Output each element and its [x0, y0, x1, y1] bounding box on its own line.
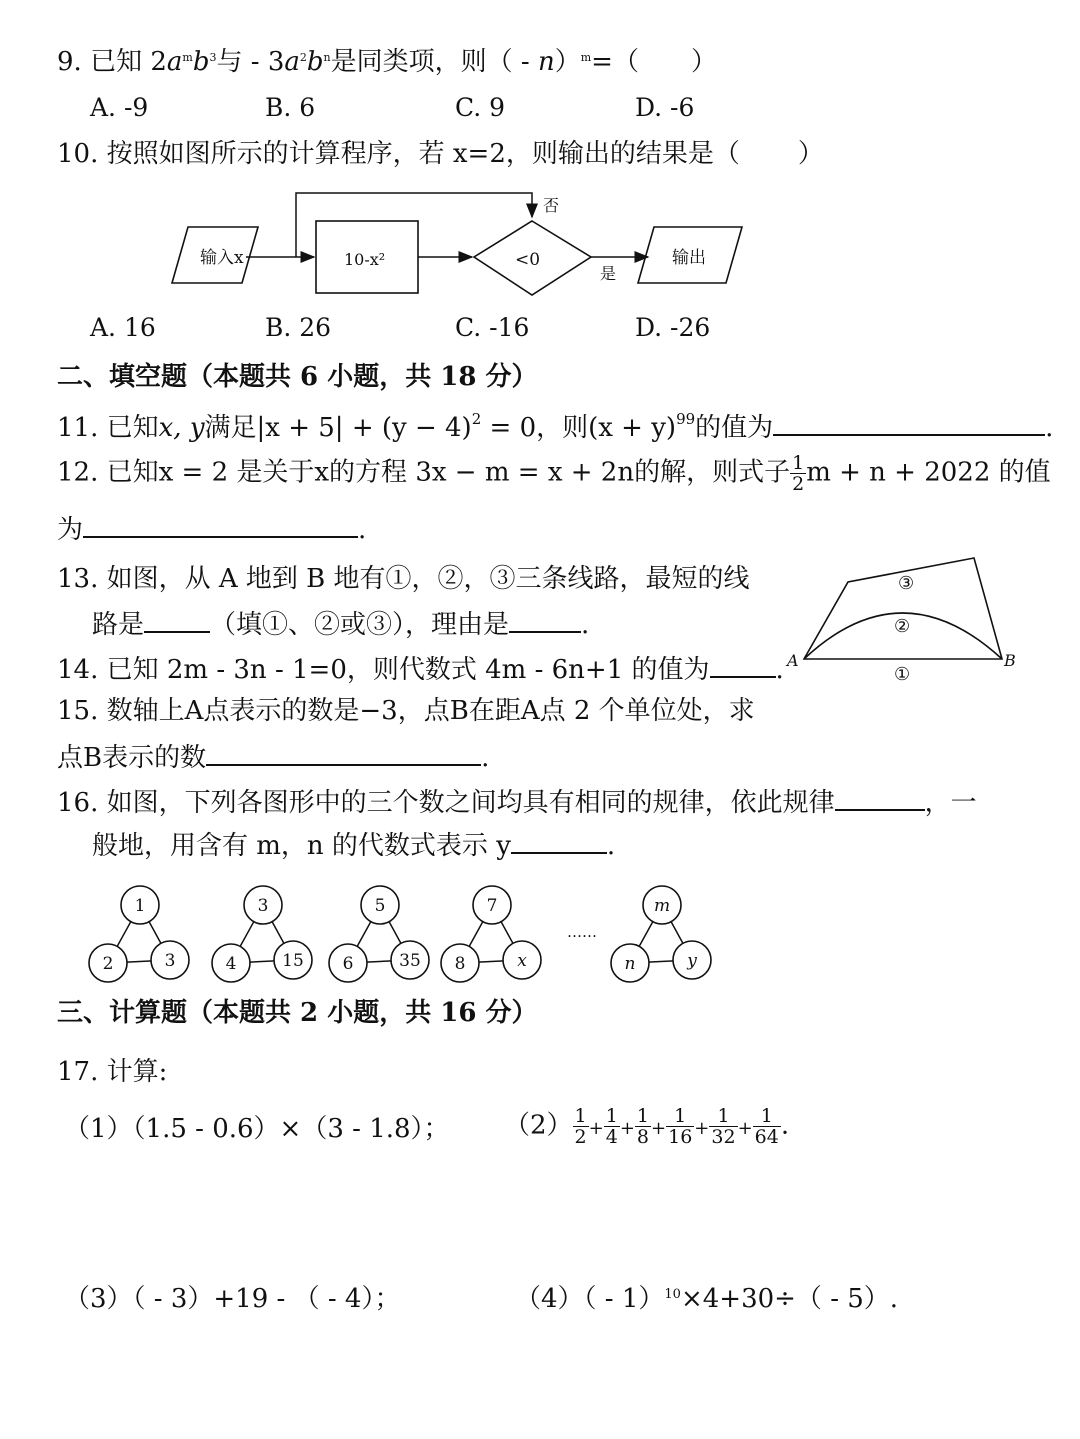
- fraction-denominator: 2: [574, 1126, 587, 1148]
- question-16-line2: 般地，用含有 m，n 的代数式表示 y .: [92, 826, 615, 863]
- ellipsis: ……: [567, 923, 597, 941]
- q12-answer-blank[interactable]: [83, 510, 358, 538]
- fraction-numerator: 1: [709, 1106, 737, 1127]
- q14-answer-blank[interactable]: [710, 650, 776, 678]
- fraction-denominator: 4: [605, 1126, 618, 1148]
- triangle-figure-5: [611, 886, 711, 982]
- triangle-right-value: 3: [164, 951, 176, 971]
- question-12-line2: 为 .: [57, 510, 366, 547]
- fraction-denominator: 16: [668, 1126, 693, 1148]
- q16-expression-blank[interactable]: [511, 826, 607, 854]
- route-1-label: ①: [894, 664, 911, 685]
- question-15-line2: 点B表示的数 .: [57, 738, 489, 775]
- plus-sign: +: [588, 1117, 604, 1139]
- q11-answer-blank[interactable]: [773, 408, 1045, 436]
- q13-route-blank[interactable]: [144, 605, 210, 633]
- plus-sign: +: [737, 1117, 753, 1139]
- flow-input-box: [172, 227, 258, 283]
- q17-fraction-sum: [573, 1105, 781, 1148]
- q9-option-d: D. -6: [635, 93, 695, 122]
- section-2-heading: 二、填空题（本题共 6 小题，共 18 分）: [57, 362, 538, 392]
- fraction-term: [709, 1106, 737, 1147]
- plus-sign: +: [619, 1117, 635, 1139]
- fraction-term: [635, 1106, 651, 1147]
- q17-part-2: （2） $\frac{1}{2}$ + $\frac{1}{4}$ + $\frac{1}{8}$ + $\frac{1}{16}$ + $\frac{1}{32}$ + $\frac{1}{64}$ .: [504, 1105, 790, 1148]
- fraction-numerator: 1: [605, 1105, 618, 1127]
- q9-option-a: A. -9: [90, 93, 149, 122]
- flow-condition-label: <0: [515, 250, 541, 270]
- flow-compute-box: [316, 221, 418, 293]
- question-16: 16. 如图，下列各图形中的三个数之间均具有相同的规律，依此规律 ，一: [57, 783, 977, 820]
- fraction-denominator: 8: [636, 1126, 650, 1148]
- question-9: [57, 45, 717, 79]
- triangle-left-value: 6: [342, 954, 354, 974]
- triangle-top-value: 3: [257, 896, 269, 916]
- triangle-right-value: 35: [399, 951, 421, 971]
- question-17-title: 17. 计算:: [57, 1057, 168, 1087]
- fraction-denominator: 32: [711, 1126, 736, 1148]
- question-14: 14. 已知 2m - 3n - 1=0，则代数式 4m - 6n+1 的值为 .: [57, 650, 784, 687]
- route-figure: [782, 552, 1022, 687]
- flowchart: [160, 185, 760, 305]
- triangle-figure-4: [441, 886, 541, 982]
- q12-fraction: $\frac{1}{2}$: [792, 452, 805, 495]
- flow-output-box: [638, 227, 742, 283]
- q17-part-1: （1）（1.5 - 0.6）×（3 - 1.8）；: [64, 1114, 450, 1144]
- plus-sign: +: [651, 1117, 667, 1139]
- point-b-label: B: [1004, 651, 1016, 670]
- flow-loop-arrow: [296, 193, 532, 257]
- fraction-term: [753, 1106, 781, 1147]
- triangle-top-value: 7: [486, 896, 498, 916]
- number-triangles-figure: [70, 875, 730, 990]
- q15-answer-blank[interactable]: [206, 738, 481, 766]
- triangle-left-value: 8: [454, 954, 466, 974]
- flow-condition-diamond: [474, 221, 591, 295]
- q16-rule-blank[interactable]: [835, 783, 925, 811]
- question-13: 13. 如图，从 A 地到 B 地有①，②，③三条线路，最短的线: [57, 564, 750, 594]
- q10-option-c: C. -16: [455, 313, 530, 342]
- question-10: 10. 按照如图所示的计算程序，若 x=2，则输出的结果是（ ）: [57, 139, 824, 169]
- triangle-right-value: x: [517, 951, 527, 971]
- triangle-left-value: 4: [225, 954, 237, 974]
- route-2-label: ②: [894, 616, 911, 637]
- triangle-top-value: 5: [374, 896, 386, 916]
- fraction-term: [604, 1106, 620, 1147]
- fraction-term: [573, 1106, 589, 1147]
- triangle-figure-2: [212, 886, 312, 982]
- point-a-label: A: [787, 651, 799, 670]
- question-15: 15. 数轴上A点表示的数是−3，点B在距A点 2 个单位处，求: [57, 696, 755, 726]
- question-11: 11. 已知x, y满足$|x + 5| + (y - 4)^2 = 0$，则$(x + y)^{99}$的值为 .: [57, 410, 1054, 443]
- flow-no-label: 否: [543, 196, 560, 215]
- fraction-numerator: 1: [574, 1105, 587, 1127]
- triangle-left-value: 2: [102, 954, 114, 974]
- flow-input-label: 输入x: [200, 248, 244, 268]
- fraction-numerator: 1: [666, 1106, 694, 1127]
- triangle-right-value: 15: [282, 951, 304, 971]
- question-13-line2: 路是 （填①、②或③），理由是 .: [92, 605, 589, 642]
- flow-compute-label: 10-x²: [344, 250, 386, 269]
- route-3-label: ③: [898, 573, 915, 594]
- fraction-numerator: 1: [753, 1106, 781, 1127]
- triangle-figure-3: [329, 886, 429, 982]
- triangle-right-value: y: [687, 951, 697, 971]
- question-12: 12. 已知x = 2 是关于x的方程 3x − m = x + 2n的解，则式子 $\frac{1}{2}$ m + n + 2022 的值: [57, 452, 1051, 495]
- fraction-denominator: 64: [754, 1126, 779, 1148]
- q10-option-b: B. 26: [265, 313, 332, 342]
- flow-yes-label: 是: [600, 264, 617, 283]
- q10-option-d: D. -26: [635, 313, 711, 342]
- q17-part-4: （4）（ - 1）$^{10}$×4+30÷（ - 5）.: [515, 1284, 899, 1314]
- q17-part-3: （3）（ - 3）+19 - （ - 4）；: [64, 1284, 401, 1314]
- q10-option-a: A. 16: [90, 313, 156, 342]
- plus-sign: +: [694, 1117, 710, 1139]
- q9-option-c: C. 9: [455, 93, 506, 122]
- q10-text: 10. 按照如图所示的计算程序，若 x=2，则输出的结果是（: [57, 139, 740, 169]
- q9-option-b: B. 6: [265, 93, 316, 122]
- q13-reason-blank[interactable]: [509, 605, 581, 633]
- section-3-heading: 三、计算题（本题共 2 小题，共 16 分）: [57, 998, 538, 1028]
- triangle-top-value: m: [653, 896, 671, 916]
- fraction-term: [666, 1106, 694, 1147]
- q9-text: 已知 $2a^mb^3$与 - $3a^2b^n$是同类项，则（ - n）$^m$=（ ）: [90, 47, 717, 77]
- triangle-top-value: 1: [134, 896, 146, 916]
- triangle-figure-1: [89, 886, 189, 982]
- flow-output-label: 输出: [672, 248, 706, 268]
- q9-number: 9.: [57, 47, 82, 77]
- fraction-numerator: 1: [636, 1105, 650, 1127]
- triangle-left-value: n: [624, 954, 636, 974]
